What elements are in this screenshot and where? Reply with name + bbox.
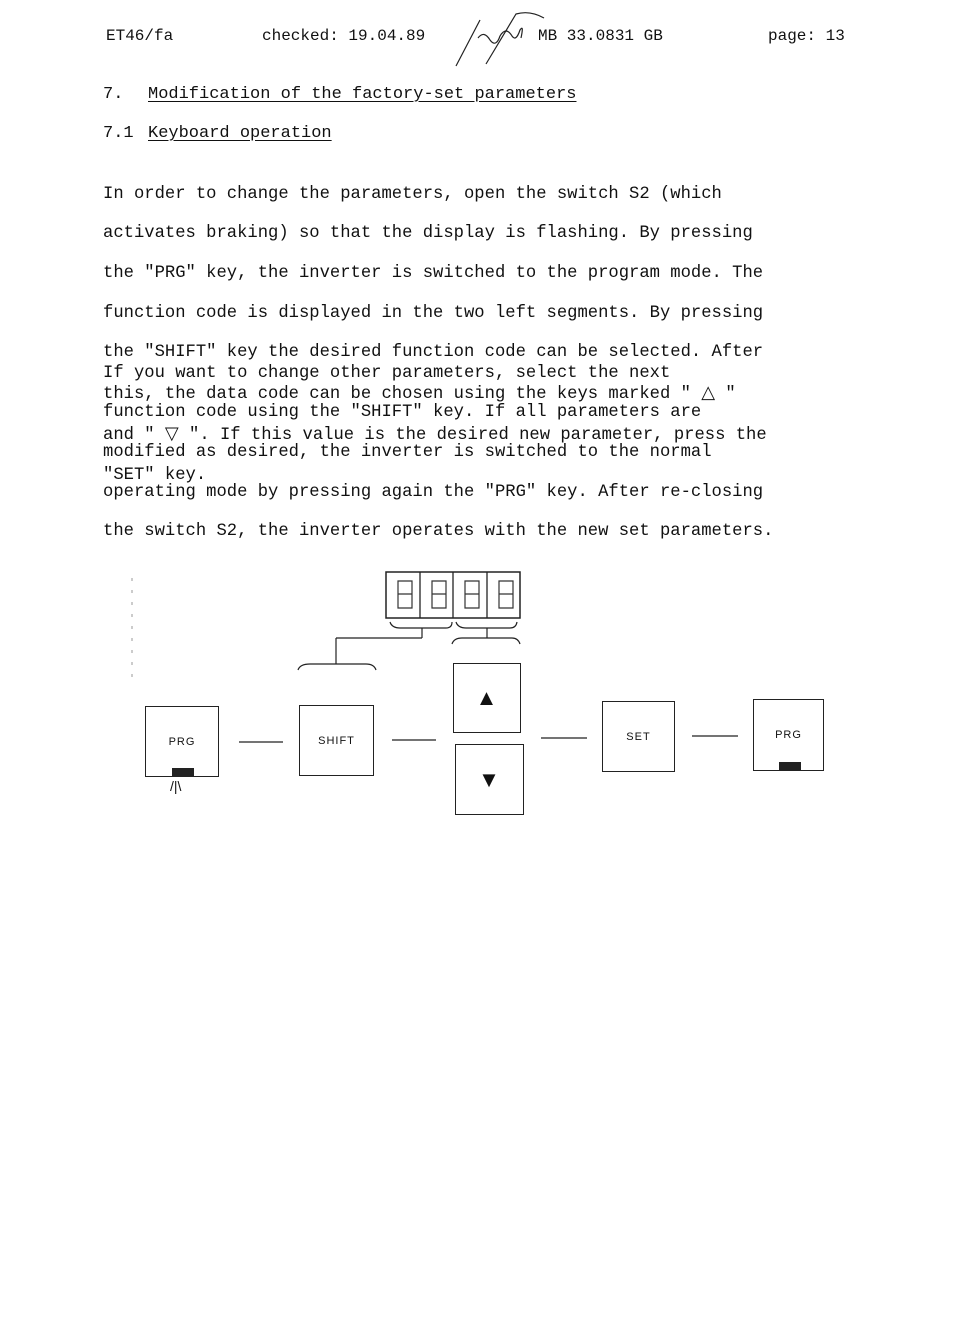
subsection-title: Keyboard operation — [148, 124, 332, 143]
led-indicator-off — [779, 762, 801, 770]
text-line: the "PRG" key, the inverter is switched to the program mode. The — [103, 263, 764, 283]
text-line: "SET" key. — [103, 465, 207, 485]
set-key-label: SET — [626, 730, 651, 743]
text-line: If you want to change other parameters, select the next — [103, 363, 671, 383]
text-line: function code is displayed in the two left segments. By pressing — [103, 303, 764, 323]
section-number: 7. — [103, 85, 124, 104]
prg-key-label: PRG — [775, 729, 802, 741]
checked-date: checked: 19.04.89 — [262, 27, 426, 45]
prg-key-label: PRG — [168, 735, 196, 748]
text-line: operating mode by pressing again the "PRG" key. After re-closing — [103, 482, 764, 502]
text-line: activates braking) so that the display is flashing. By pressing — [103, 224, 753, 244]
shift-key[interactable] — [299, 705, 374, 776]
prg-key-start[interactable] — [145, 706, 219, 777]
up-triangle-icon: △ — [701, 381, 716, 403]
up-arrow-icon: ▲ — [475, 685, 499, 710]
set-key[interactable] — [602, 701, 675, 772]
prg-key-end[interactable] — [753, 699, 824, 771]
doc-reference: MB 33.0831 GB — [538, 27, 663, 45]
text-segment: ". If this value is the desired new parameter, press the — [178, 426, 767, 446]
text-line: In order to change the parameters, open the switch S2 (which — [103, 184, 722, 204]
down-triangle-icon: ▽ — [164, 423, 179, 445]
text-line: the "SHIFT" key the desired function code can be selected. After — [103, 343, 764, 363]
text-line: modified as desired, the inverter is switched to the normal — [103, 442, 712, 462]
text-line: the switch S2, the inverter operates with the new set parameters. — [103, 522, 774, 542]
up-key[interactable] — [453, 663, 521, 733]
section-title: Modification of the factory-set parameters — [148, 85, 577, 104]
display-digits — [390, 575, 518, 615]
text-segment: and " — [103, 426, 165, 446]
text-line: function code using the "SHIFT" key. If all parameters are — [103, 403, 702, 423]
shift-key-label: SHIFT — [318, 734, 355, 747]
flashing-led-indicator — [172, 768, 194, 776]
text-segment: " — [715, 384, 736, 404]
doc-id: ET46/fa — [106, 27, 174, 45]
down-key[interactable] — [455, 744, 524, 815]
paragraph-other-parameters — [103, 344, 773, 562]
text-segment: this, the data code can be chosen using the keys marked " — [103, 384, 702, 404]
subsection-number: 7.1 — [103, 124, 134, 143]
flash-mark: /|\ — [170, 778, 182, 794]
page-number: page: 13 — [768, 27, 845, 45]
down-arrow-icon: ▼ — [478, 766, 501, 792]
